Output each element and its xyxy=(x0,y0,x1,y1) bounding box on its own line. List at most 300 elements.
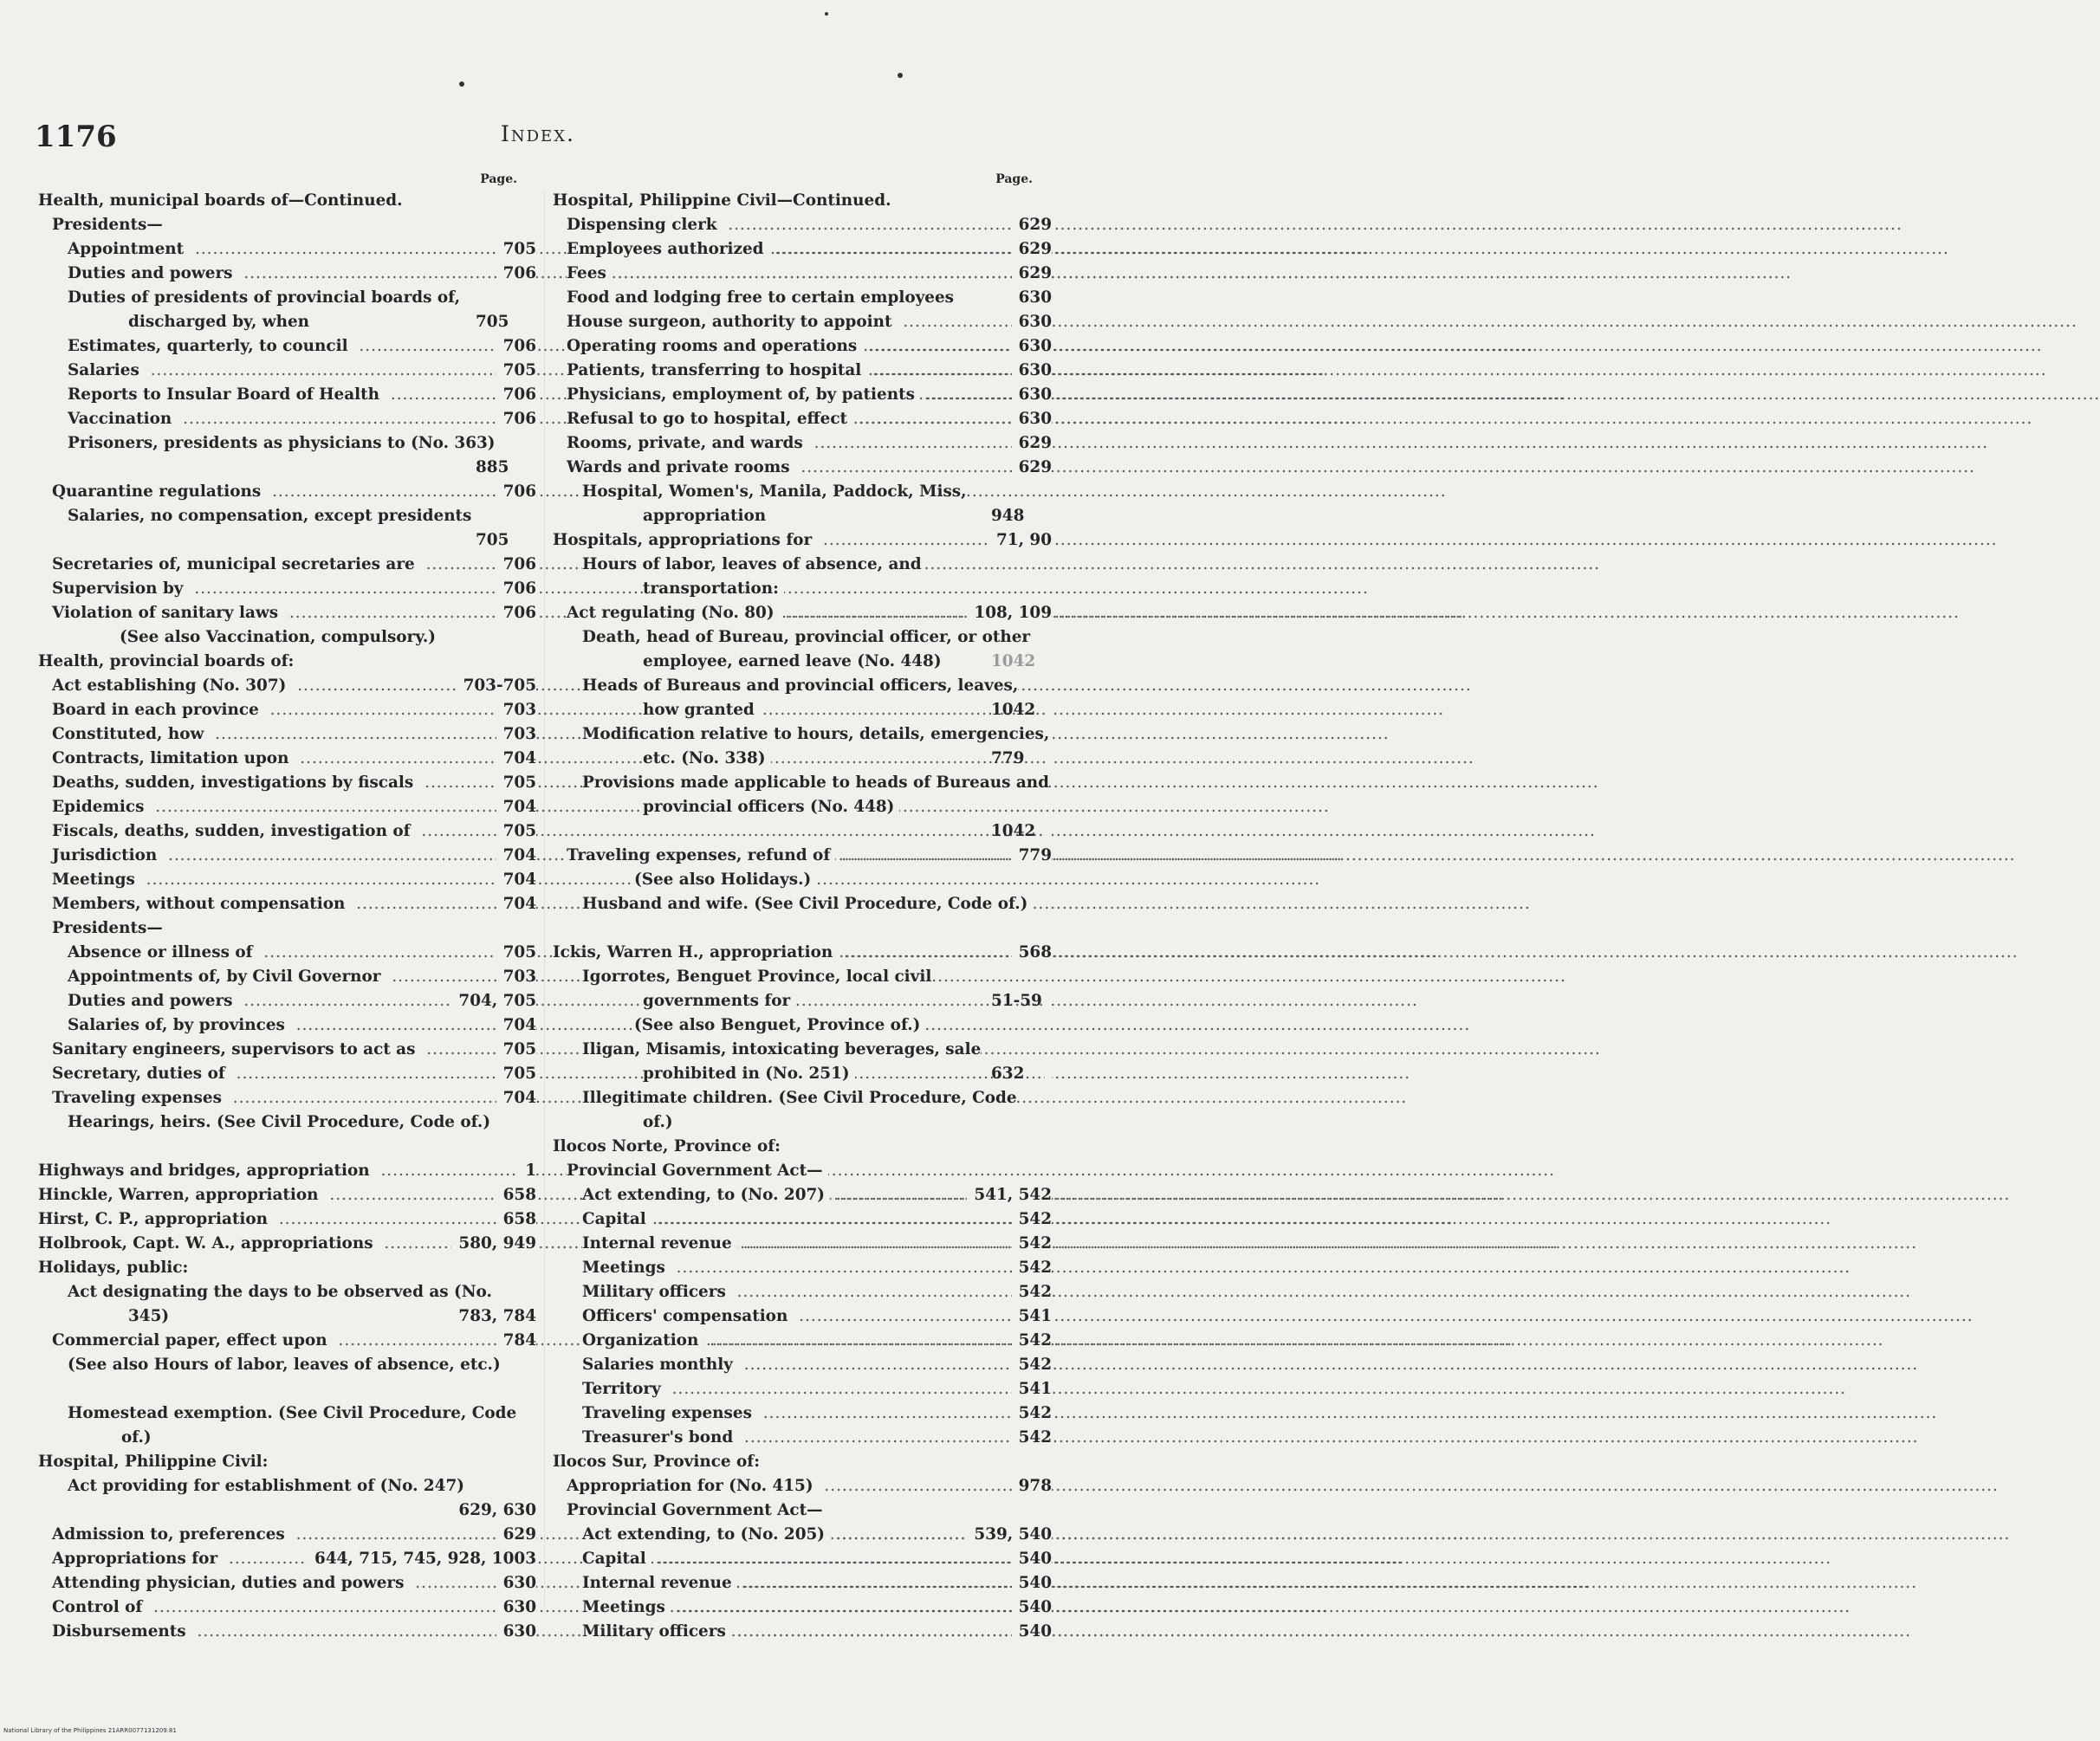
entry-label: Holidays, public: xyxy=(38,1259,193,1277)
entry-page-ref: 541 xyxy=(1012,1377,1052,1401)
entry-page-ref: 978 xyxy=(1012,1474,1052,1498)
entry-label: Violation of sanitary laws xyxy=(52,604,283,622)
entry-page-ref: 705 xyxy=(496,941,536,965)
entry-page-ref: 1042 xyxy=(1045,650,1052,674)
entry-text xyxy=(582,1571,1052,1595)
entry-text xyxy=(52,722,536,747)
entry-text xyxy=(52,1620,536,1644)
entry-page-ref: 706 xyxy=(496,383,536,407)
entry-label: Sanitary engineers, supervisors to act as xyxy=(52,1040,420,1058)
entry-label: Duties of presidents of provincial boards of, discharged by, when xyxy=(68,288,461,331)
entry-page-ref: 108, 109 xyxy=(967,601,1052,625)
index-entry xyxy=(38,480,536,504)
entry-page-ref: 658 xyxy=(496,1207,536,1232)
entry-label: Board in each province xyxy=(52,701,264,719)
entry-label: Meetings xyxy=(582,1259,671,1277)
entry-label: Constituted, how xyxy=(52,725,209,743)
speck-dot xyxy=(898,73,903,78)
entry-page-ref: 704 xyxy=(496,1013,536,1038)
entry-text xyxy=(38,1207,536,1232)
entry-page-ref: 706 xyxy=(496,601,536,625)
entry-label: Territory xyxy=(582,1380,666,1398)
entry-text xyxy=(567,334,1052,359)
entry-page-ref: 542 xyxy=(1012,1207,1052,1232)
entry-text xyxy=(52,1038,536,1062)
entry-page-ref: 630 xyxy=(1012,407,1052,431)
entry-text xyxy=(52,916,536,941)
entry-label: Act establishing (No. 307) xyxy=(52,676,291,695)
index-entry xyxy=(553,1523,1052,1547)
entry-text xyxy=(582,1595,1052,1620)
entry-text xyxy=(567,383,1052,407)
entry-text xyxy=(68,237,536,262)
entry-label: House surgeon, authority to appoint xyxy=(567,313,897,331)
index-entry xyxy=(38,1062,536,1086)
entry-page-ref: 629 xyxy=(1012,456,1052,480)
speck-dot xyxy=(825,12,828,16)
entry-text xyxy=(68,965,536,989)
entry-text xyxy=(582,1086,1052,1135)
entry-label: Salaries of, by provinces xyxy=(68,1016,290,1034)
entry-page-ref: 630 xyxy=(1012,383,1052,407)
entry-page-ref: 542 xyxy=(1012,1280,1052,1304)
entry-label: Reports to Insular Board of Health xyxy=(68,385,385,404)
index-entry xyxy=(553,1304,1052,1329)
index-column-left xyxy=(38,170,536,1644)
entry-text xyxy=(553,1450,1052,1474)
entry-page-ref: 779 xyxy=(1012,844,1052,868)
entry-label: Prisoners, presidents as physicians to (No. 363) xyxy=(68,434,501,452)
entry-label: Dispensing clerk xyxy=(567,216,723,234)
index-entry xyxy=(553,601,1052,625)
entry-page-ref: 783, 784 xyxy=(512,1304,536,1329)
entry-label: Control of xyxy=(52,1598,147,1616)
index-entry xyxy=(553,1450,1052,1474)
entry-label: Ilocos Sur, Province of: xyxy=(553,1453,765,1471)
entry-text xyxy=(567,359,1052,383)
entry-text xyxy=(52,698,536,722)
entry-label: Igorrotes, Benguet Province, local civil governments for xyxy=(582,968,932,1010)
entry-page-ref: 784 xyxy=(496,1329,536,1353)
entry-label: Admission to, preferences xyxy=(52,1525,290,1544)
entry-label: Appointments of, by Civil Governor xyxy=(68,968,386,986)
entry-page-ref: 948 xyxy=(1045,504,1052,528)
entry-text xyxy=(52,1523,536,1547)
entry-page-ref: 706 xyxy=(496,262,536,286)
entry-label: Jurisdiction xyxy=(52,846,162,864)
entry-label: Act regulating (No. 80) xyxy=(567,604,780,622)
entry-page-ref: 703-705 xyxy=(457,674,536,698)
index-entry xyxy=(38,1256,536,1280)
entry-page-ref: 71, 90 xyxy=(989,528,1052,553)
index-entry xyxy=(553,1353,1052,1377)
entry-label: Officers' compensation xyxy=(582,1307,793,1325)
entry-page-ref: 703 xyxy=(496,722,536,747)
entry-page-ref: 632 xyxy=(1045,1062,1052,1086)
entry-label: Secretaries of, municipal secretaries are xyxy=(52,555,420,573)
entry-label: Hospitals, appropriations for xyxy=(553,531,817,549)
entry-label: Operating rooms and operations xyxy=(567,337,862,355)
entry-label: Iligan, Misamis, intoxicating beverages, sale prohibited in (No. 251) xyxy=(582,1040,982,1083)
index-entry xyxy=(553,213,1052,237)
entry-page-ref: 705 xyxy=(496,819,536,844)
index-entry xyxy=(38,407,536,431)
index-entry xyxy=(553,528,1052,553)
entry-text xyxy=(68,1110,536,1135)
speck-dot xyxy=(459,81,464,87)
index-entry xyxy=(38,359,536,383)
index-entry xyxy=(553,1401,1052,1426)
index-entry xyxy=(553,1280,1052,1304)
index-entry xyxy=(38,916,536,941)
index-entry xyxy=(553,1377,1052,1401)
entry-text xyxy=(582,892,1052,916)
entry-page-ref: 629 xyxy=(1012,262,1052,286)
entry-text xyxy=(68,334,536,359)
entry-text xyxy=(38,1159,536,1183)
index-entry xyxy=(553,553,1052,601)
entry-text xyxy=(52,1062,536,1086)
right-entries xyxy=(553,189,1052,1644)
entry-text xyxy=(52,577,536,601)
left-entries xyxy=(38,189,536,1644)
entry-page-ref: 542 xyxy=(1012,1256,1052,1280)
entry-text xyxy=(582,1304,1052,1329)
index-entry xyxy=(38,844,536,868)
entry-label: Deaths, sudden, investigations by fiscals xyxy=(52,773,418,792)
index-entry xyxy=(553,456,1052,480)
entry-text xyxy=(68,1401,536,1450)
entry-text xyxy=(553,528,1052,553)
entry-page-ref: 706 xyxy=(496,553,536,577)
entry-text xyxy=(52,1595,536,1620)
index-entry xyxy=(38,941,536,965)
index-entry xyxy=(38,1013,536,1038)
entry-page-ref: 704 xyxy=(496,747,536,771)
entry-text xyxy=(582,1377,1052,1401)
entry-page-ref: 629 xyxy=(1012,213,1052,237)
entry-label: Death, head of Bureau, provincial officer, or other employee, earned leave (No. 448) xyxy=(582,628,1031,670)
entry-label: Salaries, no compensation, except presidents xyxy=(68,507,476,525)
entry-text xyxy=(38,1256,536,1280)
entry-page-ref: 630 xyxy=(1012,359,1052,383)
entry-page-ref: 704 xyxy=(496,1086,536,1110)
entry-label: Husband and wife. (See Civil Procedure, Code of.) xyxy=(582,895,1033,913)
entry-text xyxy=(52,1329,536,1353)
entry-text xyxy=(567,310,1052,334)
entry-label: Patients, transferring to hospital xyxy=(567,361,866,379)
entry-label: Absence or illness of xyxy=(68,943,258,961)
entry-text xyxy=(68,941,536,965)
entry-label: Hospital, Women's, Manila, Paddock, Miss, appropriation xyxy=(582,482,967,525)
entry-text xyxy=(567,1159,1052,1183)
index-entry xyxy=(553,262,1052,286)
entry-page-ref: 644, 715, 745, 928, 1003 xyxy=(308,1547,536,1571)
entry-text xyxy=(68,1353,536,1377)
entry-text xyxy=(52,747,536,771)
entry-label: Disbursements xyxy=(52,1622,191,1641)
entry-label: Appropriations for xyxy=(52,1550,223,1568)
index-entry xyxy=(38,892,536,916)
index-entry xyxy=(38,553,536,577)
index-entry xyxy=(553,359,1052,383)
entry-page-ref: 703 xyxy=(496,698,536,722)
entry-page-ref: 51-59 xyxy=(1045,989,1052,1013)
entry-page-ref: 541 xyxy=(1012,1304,1052,1329)
entry-label: Rooms, private, and wards xyxy=(567,434,808,452)
entry-label: Appropriation for (No. 415) xyxy=(567,1477,819,1495)
index-entry xyxy=(553,1086,1052,1135)
index-entry xyxy=(38,868,536,892)
index-entry xyxy=(38,1571,536,1595)
entry-text xyxy=(52,771,536,795)
index-entry xyxy=(38,1523,536,1547)
index-entry xyxy=(38,1038,536,1062)
index-entry xyxy=(38,237,536,262)
entry-label: Health, provincial boards of: xyxy=(38,652,299,670)
entry-text xyxy=(52,480,536,504)
page-column-heading: Page. xyxy=(480,172,517,186)
entry-page-ref: 704 xyxy=(496,795,536,819)
entry-page-ref: 706 xyxy=(496,480,536,504)
entry-page-ref: 705 xyxy=(496,359,536,383)
entry-text xyxy=(567,286,1052,310)
entry-text xyxy=(567,407,1052,431)
entry-page-ref: 629 xyxy=(1012,431,1052,456)
index-entry xyxy=(38,383,536,407)
entry-label: Meetings xyxy=(582,1598,671,1616)
entry-label: (See also Benguet, Province of.) xyxy=(634,1016,925,1034)
entry-page-ref: 630 xyxy=(496,1595,536,1620)
entry-label: Modification relative to hours, details, emergencies, etc. (No. 338) xyxy=(582,725,1050,767)
index-entry xyxy=(553,1135,1052,1159)
index-entry xyxy=(553,892,1052,941)
entry-page-ref: 542 xyxy=(1012,1401,1052,1426)
entry-page-ref: 539, 540 xyxy=(967,1523,1052,1547)
entry-label: Highways and bridges, appropriation xyxy=(38,1162,375,1180)
index-entry xyxy=(38,504,536,553)
entry-label: Hirst, C. P., appropriation xyxy=(38,1210,273,1228)
entry-label: Internal revenue xyxy=(582,1234,737,1252)
index-entry xyxy=(38,1232,536,1256)
index-entry xyxy=(38,1595,536,1620)
entry-text xyxy=(68,431,536,456)
index-entry xyxy=(38,965,536,989)
index-entry xyxy=(38,334,536,359)
index-entry xyxy=(553,1498,1052,1523)
entry-label: Traveling expenses xyxy=(582,1404,757,1422)
entry-text xyxy=(68,407,536,431)
entry-text xyxy=(68,262,536,286)
index-entry xyxy=(553,941,1052,965)
entry-page-ref: 779 xyxy=(1045,747,1052,771)
entry-text xyxy=(68,504,536,528)
entry-label: Capital xyxy=(582,1210,651,1228)
entry-text xyxy=(52,213,536,237)
entry-page-ref: 704 xyxy=(496,868,536,892)
index-entry xyxy=(553,868,1052,892)
entry-label: Internal revenue xyxy=(582,1574,737,1592)
entry-text xyxy=(582,1232,1052,1256)
entry-label: Illegitimate children. (See Civil Procedure, Code of.) xyxy=(582,1089,1017,1131)
entry-page-ref: 704, 705 xyxy=(451,989,536,1013)
entry-label: Military officers xyxy=(582,1283,731,1301)
entry-page-ref: 629 xyxy=(1012,237,1052,262)
index-entry xyxy=(38,722,536,747)
index-entry xyxy=(553,480,1052,528)
index-entry xyxy=(38,747,536,771)
entry-page-ref: 705 xyxy=(496,237,536,262)
index-entry xyxy=(553,674,1052,722)
entry-text xyxy=(52,892,536,916)
entry-text xyxy=(52,819,536,844)
entry-page-ref: 541, 542 xyxy=(967,1183,1052,1207)
index-entry xyxy=(553,1013,1052,1038)
entry-label: Contracts, limitation upon xyxy=(52,749,294,767)
entry-text xyxy=(68,359,536,383)
index-entry xyxy=(553,844,1052,868)
entry-label: Treasurer's bond xyxy=(582,1428,738,1447)
entry-label: Homestead exemption. (See Civil Procedure, Code of.) xyxy=(68,1404,517,1447)
index-entry xyxy=(38,262,536,286)
entry-text xyxy=(38,189,536,213)
index-entry xyxy=(38,189,536,213)
index-entry xyxy=(38,1207,536,1232)
index-entry xyxy=(38,1086,536,1110)
entry-label: Hinckle, Warren, appropriation xyxy=(38,1186,324,1204)
index-entry xyxy=(38,1183,536,1207)
entry-label: Heads of Bureaus and provincial officers, leaves, how granted xyxy=(582,676,1019,719)
entry-text xyxy=(52,601,536,625)
entry-label: Provisions made applicable to heads of Bureaus and provincial officers (No. 448) xyxy=(582,773,1050,816)
index-entry xyxy=(553,189,1052,213)
entry-label: Duties and powers xyxy=(68,264,238,282)
entry-text xyxy=(582,1401,1052,1426)
entry-text xyxy=(582,1353,1052,1377)
entry-text xyxy=(634,868,1052,892)
entry-page-ref: 1042 xyxy=(1045,698,1052,722)
index-entry xyxy=(553,722,1052,771)
index-entry xyxy=(38,431,536,480)
entry-page-ref: 704 xyxy=(496,844,536,868)
entry-text xyxy=(567,1498,1052,1523)
page-number: 1176 xyxy=(35,120,117,154)
entry-text xyxy=(567,237,1052,262)
index-entry xyxy=(38,1329,536,1353)
entry-page-ref: 630 xyxy=(1012,310,1052,334)
entry-page-ref: 540 xyxy=(1012,1571,1052,1595)
entry-label: Duties and powers xyxy=(68,992,238,1010)
index-entry xyxy=(553,383,1052,407)
entry-page-ref: 540 xyxy=(1012,1547,1052,1571)
index-entry xyxy=(38,1159,536,1183)
footer-credit: National Library of the Philippines 21ARR0077131209.81 xyxy=(3,1727,177,1734)
entry-page-ref: 704 xyxy=(496,892,536,916)
entry-label: Ickis, Warren H., appropriation xyxy=(553,943,838,961)
entry-text xyxy=(38,1183,536,1207)
entry-text xyxy=(567,456,1052,480)
entry-page-ref: 580, 949 xyxy=(451,1232,536,1256)
entry-page-ref: 706 xyxy=(496,407,536,431)
index-entry xyxy=(38,1547,536,1571)
entry-label: Fiscals, deaths, sudden, investigation of xyxy=(52,822,416,840)
entry-label: Estimates, quarterly, to council xyxy=(68,337,353,355)
index-entry xyxy=(38,1401,536,1450)
index-entry xyxy=(553,1207,1052,1232)
index-entry xyxy=(38,1620,536,1644)
entry-label: (See also Holidays.) xyxy=(634,870,816,889)
entry-page-ref: 540 xyxy=(1012,1620,1052,1644)
index-entry xyxy=(553,1571,1052,1595)
entry-text xyxy=(68,383,536,407)
entry-page-ref: 568 xyxy=(1012,941,1052,965)
entry-text xyxy=(582,1256,1052,1280)
entry-text xyxy=(582,771,1052,819)
entry-text xyxy=(38,1450,536,1474)
page-column-heading: Page. xyxy=(995,172,1033,186)
entry-text xyxy=(68,1474,536,1498)
entry-label: Physicians, employment of, by patients xyxy=(567,385,920,404)
index-entry xyxy=(38,286,536,334)
index-entry xyxy=(553,965,1052,1013)
index-entry xyxy=(553,1595,1052,1620)
index-entry xyxy=(553,431,1052,456)
entry-label: Salaries monthly xyxy=(582,1356,738,1374)
entry-label: Members, without compensation xyxy=(52,895,350,913)
entry-label: Hospital, Philippine Civil—Continued. xyxy=(553,191,897,210)
entry-page-ref: 630 xyxy=(496,1571,536,1595)
index-entry xyxy=(553,237,1052,262)
entry-label: Traveling expenses, refund of xyxy=(567,846,835,864)
entry-text xyxy=(582,1280,1052,1304)
entry-page-ref: 542 xyxy=(1012,1232,1052,1256)
entry-label: Provincial Government Act— xyxy=(567,1501,828,1519)
index-entry xyxy=(553,625,1052,674)
index-entry xyxy=(553,1232,1052,1256)
entry-text xyxy=(582,1426,1052,1450)
entry-text xyxy=(582,1547,1052,1571)
entry-text xyxy=(52,1571,536,1595)
entry-page-ref: 705 xyxy=(529,528,536,553)
index-entry xyxy=(553,1038,1052,1086)
entry-text xyxy=(582,1207,1052,1232)
index-entry xyxy=(553,1329,1052,1353)
entry-label: Attending physician, duties and powers xyxy=(52,1574,409,1592)
index-entry xyxy=(553,407,1052,431)
entry-text xyxy=(567,844,1052,868)
index-column-right xyxy=(553,170,1052,1644)
entry-page-ref: 1 xyxy=(518,1159,536,1183)
index-entry xyxy=(38,650,536,674)
entry-label: Ilocos Norte, Province of: xyxy=(553,1137,786,1155)
index-entry xyxy=(38,771,536,795)
entry-label: Hearings, heirs. (See Civil Procedure, Code of.) xyxy=(68,1113,496,1131)
index-entry xyxy=(38,1110,536,1159)
index-entry xyxy=(553,1474,1052,1498)
entry-label: Act providing for establishment of (No. 247) xyxy=(68,1477,470,1495)
index-entry xyxy=(553,334,1052,359)
index-entry xyxy=(553,286,1052,310)
entry-text xyxy=(553,941,1052,965)
entry-label: Epidemics xyxy=(52,798,149,816)
index-entry xyxy=(38,819,536,844)
entry-label: Fees xyxy=(567,264,612,282)
entry-text xyxy=(634,1013,1052,1038)
entry-label: Act designating the days to be observed as (No. 345) xyxy=(68,1283,492,1325)
entry-page-ref: 1042 xyxy=(1045,819,1052,844)
entry-label: Act extending, to (No. 205) xyxy=(582,1525,830,1544)
index-entry xyxy=(38,674,536,698)
